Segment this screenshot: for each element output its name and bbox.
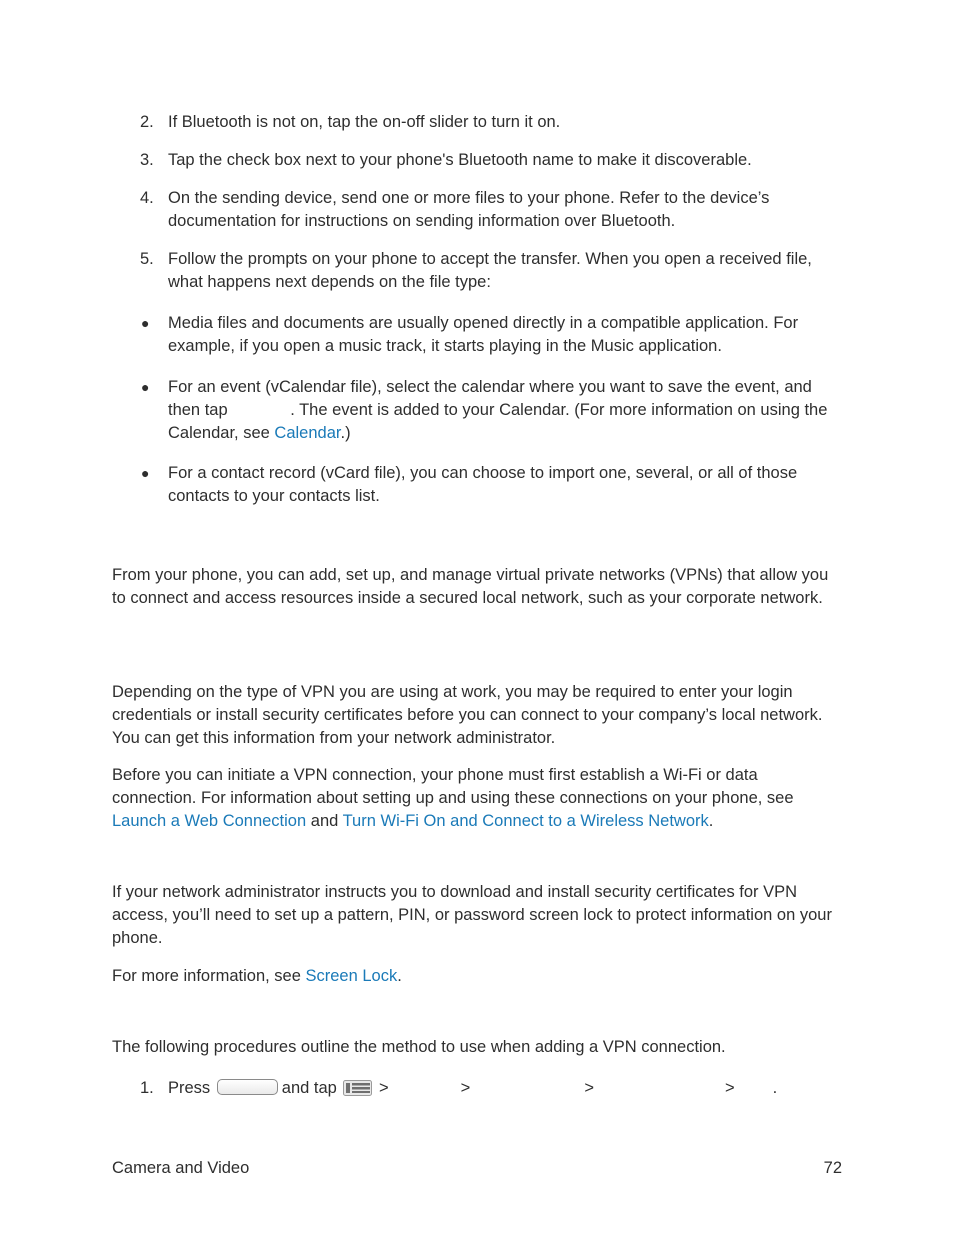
and-text: and xyxy=(310,812,339,830)
step-text: If Bluetooth is not on, tap the on-off slider to turn it on. xyxy=(168,113,561,131)
and-tap-text: and tap xyxy=(281,1079,337,1097)
prepare-paragraph-1: Depending on the type of VPN you are using at work, you may be required to enter your login credentials or install security certificates before you can connect to your company’s local network. You can get this information from your network administrator. xyxy=(112,683,823,747)
bullet-media xyxy=(112,312,842,358)
certs-paragraph-1: If your network administrator instructs you to download and install security certificates for VPN access, you’ll need to set up a pattern, PIN, or password screen lock to protect information on your phone. xyxy=(112,883,832,947)
step-number: 1. xyxy=(140,1079,154,1097)
vpn-intro-paragraph: From your phone, you can add, set up, and manage virtual private networks (VPNs) that allow you to connect and access resources inside a secured local network, such as your corporate network. xyxy=(112,566,829,607)
separator: > xyxy=(460,1079,471,1097)
event-text-1: For an event (vCalendar file), select the calendar where you want to save the event, and then tap xyxy=(168,378,812,419)
step-text xyxy=(168,1077,842,1100)
step-number: 4. xyxy=(140,189,154,207)
period: . xyxy=(708,812,714,830)
prepare-text: Before you can initiate a VPN connection, your phone must first establish a Wi-Fi or data connection. For information about setting up and using these connections on your phone, see xyxy=(112,766,794,807)
add-vpn-intro: The following procedures outline the method to use when adding a VPN connection. xyxy=(112,1038,726,1056)
step-4 xyxy=(112,187,842,233)
certs-paragraph-2 xyxy=(112,965,842,988)
event-text-2: . The event is added to your Calendar. (For more information on using the Calendar, see xyxy=(168,401,828,442)
bullet-marker: ● xyxy=(141,379,150,395)
period: . xyxy=(772,1079,778,1097)
period: . xyxy=(397,967,402,985)
bullet-marker: ● xyxy=(141,315,150,331)
bullet-event xyxy=(112,376,842,445)
step-number: 5. xyxy=(140,250,154,268)
separator: > xyxy=(724,1079,735,1097)
step-number: 2. xyxy=(140,113,154,131)
step-number: 3. xyxy=(140,151,154,169)
bullet-contact xyxy=(112,462,842,508)
step-text: Tap the check box next to your phone's Bluetooth name to make it discoverable. xyxy=(168,151,752,169)
calendar-link[interactable]: Calendar xyxy=(274,424,341,442)
step-2 xyxy=(112,111,842,134)
step-text: Follow the prompts on your phone to accept the transfer. When you open a received file, what happens next depends on the file type: xyxy=(168,250,812,291)
home-key-icon xyxy=(217,1079,278,1095)
page-number: 72 xyxy=(823,1159,842,1177)
step-3 xyxy=(112,149,842,172)
event-text-3: .) xyxy=(340,424,351,442)
add-vpn-step-1 xyxy=(112,1077,842,1100)
step-text: On the sending device, send one or more files to your phone. Refer to the device’s documentation for instructions on sending information over Bluetooth. xyxy=(168,189,770,230)
certs-text: For more information, see xyxy=(112,967,301,985)
footer-section-title: Camera and Video xyxy=(112,1159,250,1177)
screen-lock-link[interactable]: Screen Lock xyxy=(305,967,398,985)
turn-wifi-on-link[interactable]: Turn Wi-Fi On and Connect to a Wireless Network xyxy=(342,812,709,830)
prepare-paragraph-2 xyxy=(112,764,842,833)
bullet-text: Media files and documents are usually opened directly in a compatible application. For example, if you open a music track, it starts playing in the Music application. xyxy=(168,314,799,355)
separator: > xyxy=(379,1079,389,1097)
press-text: Press xyxy=(168,1079,211,1097)
separator: > xyxy=(584,1079,594,1097)
step-5 xyxy=(112,248,842,294)
bullet-text: For a contact record (vCard file), you can choose to import one, several, or all of those contacts to your contacts list. xyxy=(168,464,798,505)
bullet-marker: ● xyxy=(141,465,150,481)
launch-web-connection-link[interactable]: Launch a Web Connection xyxy=(112,812,307,830)
apps-icon xyxy=(343,1080,372,1096)
bullet-text xyxy=(168,376,842,445)
